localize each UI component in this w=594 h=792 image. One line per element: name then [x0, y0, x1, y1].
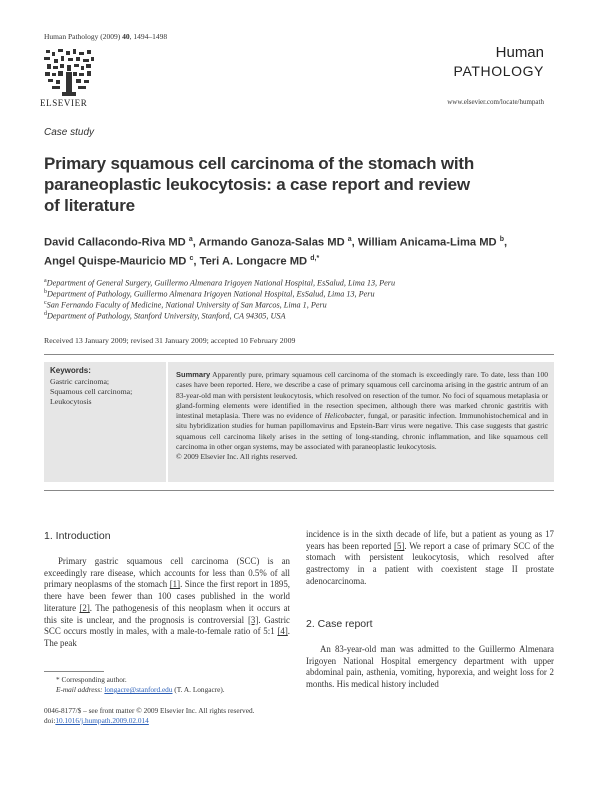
author-name[interactable]: Teri A. Longacre MD	[199, 255, 308, 268]
abstract-copyright: © 2009 Elsevier Inc. All rights reserved.	[176, 452, 298, 462]
author-name[interactable]: Armando Ganoza-Salas MD	[198, 236, 345, 249]
author-name[interactable]: Angel Quispe-Mauricio MD	[44, 255, 187, 268]
received-dates: Received 13 January 2009; revised 31 January 2009; accepted 10 February 2009	[44, 336, 296, 345]
article-title	[44, 153, 554, 216]
author-affiliation-mark: a	[188, 236, 193, 243]
keyword: Leukocytosis	[50, 397, 92, 406]
publisher-logo-wordmark: ELSEVIER	[40, 98, 88, 108]
author-affiliation-mark: d,*	[310, 254, 320, 262]
citation-link[interactable]: [2]	[79, 602, 90, 613]
issn-line: 0046-8177/$ – see front matter © 2009 Elsevier Inc. All rights reserved.	[44, 706, 255, 715]
keyword: Squamous cell carcinoma;	[50, 387, 133, 396]
divider	[44, 354, 554, 355]
author-name[interactable]: William Anicama-Lima MD	[357, 236, 497, 249]
divider	[44, 490, 554, 491]
elsevier-tree-logo-icon	[40, 46, 98, 106]
introduction-continued-paragraph: incidence is in the sixth decade of life, but a patient as young as 17 years has been reported [5]. We report a case of primary SCC of the stomach with persistent leukocytosis, which resolved after gastrectomy in a patient with coexistent stage II prostate adenocarcinoma.	[306, 529, 554, 586]
citation-link[interactable]: [4]	[277, 626, 288, 637]
abstract-text: Summary Apparently pure, primary squamous cell carcinoma of the stomach is exceedingly rare. To date, less than 100 cases have been reported. Here, we describe a case of primary squamous cell carcinoma arising in the gastric antrum of an 83-year-old man with persistent leukocytosis, which resolved on resection of the tumor. No foci of squamous metaplasia or gland-forming elements were identified in the resection specimen, although there was marked chronic gastritis with intestinal metaplasia. There was no evidence of Helicobacter, fungal, or parasitic infection. Immunohistochemical and in situ hybridization studies for human papillomavirus and Epstein-Barr virus were negative. This case suggests that gastric squamous cell carcinoma likely arises in the setting of long-standing, chronic inflammation, and like squamous cell carcinoma in other organ systems, may be associated with paraneoplastic leukocytosis. © 2009 Elsevier Inc. All rights reserved.	[176, 370, 548, 462]
citation-link[interactable]: [3]	[247, 614, 259, 625]
keyword: Gastric carcinoma;	[50, 377, 110, 386]
author-affiliation-mark: c	[189, 254, 194, 262]
brand-line1: Human	[495, 44, 544, 61]
section-heading-introduction: 1. Introduction	[44, 530, 111, 542]
footnote-rule	[44, 671, 104, 672]
author-list: David Callacondo-Riva MD $^a$, Armando Ganoza-Salas MD $^a$, William Anicama-Lima MD $^b$, Angel Quispe-Mauricio MD $^c$, Teri A. Longacre MD $^{d,*}$	[44, 236, 508, 268]
journal-reference: Human Pathology (2009) 40, 1494–1498	[44, 32, 168, 41]
author-affiliation-mark: b	[499, 236, 505, 243]
email-note: E-mail address: longacre@stanford.edu (T. A. Longacre).	[56, 685, 225, 694]
affiliation: $^c$San Fernando Faculty of Medicine, National University of San Marcos, Lima 1, Peru	[44, 300, 327, 310]
doi-line: doi:10.1016/j.humpath.2009.02.014	[44, 716, 149, 725]
citation-link[interactable]: [5]	[394, 540, 405, 551]
doi-link[interactable]: 10.1016/j.humpath.2009.02.014	[55, 716, 149, 725]
introduction-paragraph: Primary gastric squamous cell carcinoma (SCC) is an exceedingly rare disease, which accounts for less than 0.5% of all primary neoplasms of the stomach [1]. Since the first report in 1895, there have been fewer than 100 cases published in the world literature [2]. The pathogenesis of this neoplasm when it occurs at this site is unclear, and the prognosis is controversial [3]. Gastric SCC occurs mostly in males, with a male-to-female ratio of 5:1 [4]. The peak	[44, 556, 291, 648]
affiliation: $^a$Department of General Surgery, Guillermo Almenara Irigoyen National Hospital, EsSalud, Lima 13, Peru	[44, 278, 396, 288]
journal-brand	[454, 44, 544, 80]
brand-line2: PATHOLOGY	[453, 63, 544, 79]
email-link[interactable]: longacre@stanford.edu	[104, 685, 173, 694]
title-line: paraneoplastic leukocytosis: a case report and review	[44, 175, 470, 194]
journal-url-link[interactable]: www.elsevier.com/locate/humpath	[447, 98, 544, 106]
keywords-title: Keywords:	[50, 366, 91, 375]
affiliation: $^d$Department of Pathology, Stanford University, Stanford, CA 94305, USA	[44, 311, 286, 321]
author-affiliation-mark: a	[347, 236, 352, 243]
citation-link[interactable]: [1]	[169, 579, 181, 590]
affiliation: $^b$Department of Pathology, Guillermo Almenara Irigoyen National Hospital, EsSalud, Lima 13, Peru	[44, 289, 375, 299]
title-line: Primary squamous cell carcinoma of the stomach with	[44, 154, 475, 173]
corresponding-author-note: * Corresponding author.	[56, 675, 127, 684]
author-name[interactable]: David Callacondo-Riva MD	[44, 236, 186, 249]
abstract-label: Summary	[176, 370, 211, 379]
article-type: Case study	[44, 127, 95, 138]
title-line: of literature	[44, 196, 135, 215]
section-heading-case-report: 2. Case report	[306, 618, 373, 630]
case-report-paragraph: An 83-year-old man was admitted to the Guillermo Almenara Irigoyen National Hospital emergency department with upper abdominal pain, asthenia, vomiting, hyporexia, and weight loss for 2 months. His medical history included	[306, 644, 554, 690]
